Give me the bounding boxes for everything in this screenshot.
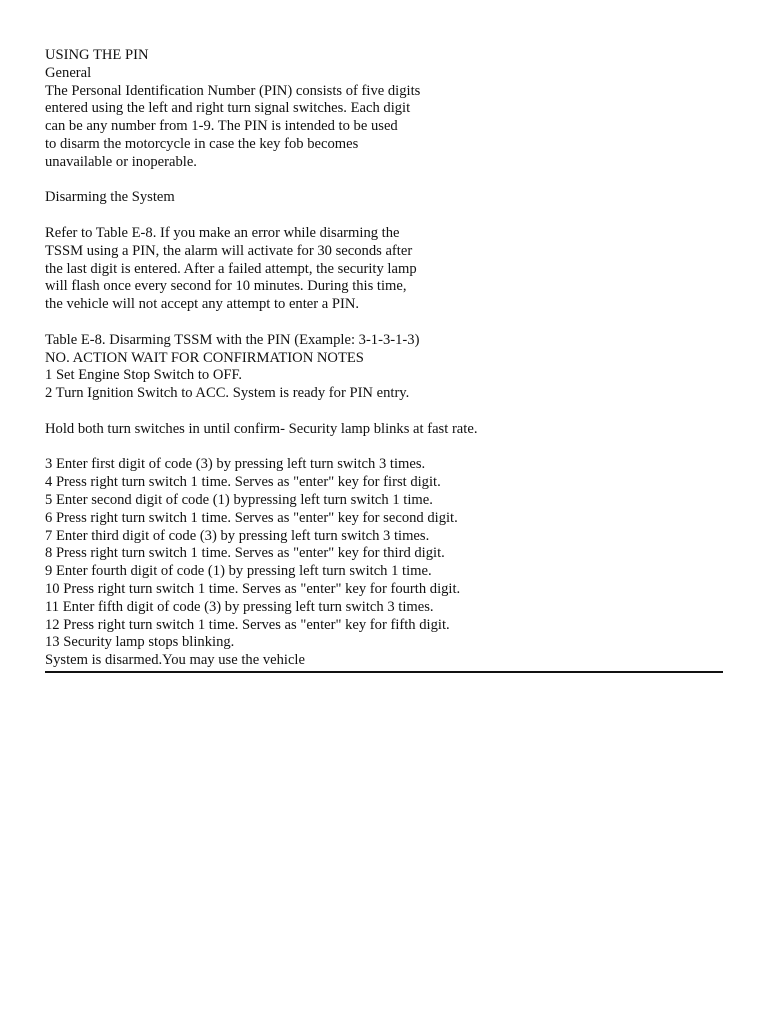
table-step: 11 Enter fifth digit of code (3) by pressing left turn switch 3 times.: [45, 598, 434, 615]
spacer: [45, 403, 723, 421]
table-step: 1 Set Engine Stop Switch to OFF.: [45, 367, 243, 384]
table-step: 8 Press right turn switch 1 time. Serves as "enter" key for third digit.: [45, 545, 445, 562]
table-step: 4 Press right turn switch 1 time. Serves as "enter" key for first digit.: [45, 474, 441, 491]
table-header: NO. ACTION WAIT FOR CONFIRMATION NOTES: [45, 349, 364, 366]
intro-line: The Personal Identification Number (PIN) consists of five digits: [45, 82, 421, 99]
document-title: USING THE PIN: [45, 47, 149, 63]
disarm-paragraph-line: will flash once every second for 10 minutes. During this time,: [45, 278, 407, 295]
table-step: 13 Security lamp stops blinking.: [45, 634, 235, 651]
table-step: 3 Enter first digit of code (3) by pressing left turn switch 3 times.: [45, 456, 426, 473]
table-step: 12 Press right turn switch 1 time. Serves as "enter" key for fifth digit.: [45, 616, 450, 633]
hold-note: Hold both turn switches in until confirm- Security lamp blinks at fast rate.: [45, 420, 478, 437]
spacer: [45, 172, 723, 190]
table-step: 10 Press right turn switch 1 time. Serves as "enter" key for fourth digit.: [45, 580, 461, 597]
intro-line: can be any number from 1-9. The PIN is intended to be used: [45, 118, 398, 135]
closing-line: System is disarmed.You may use the vehicle: [45, 652, 305, 669]
section-heading-general: General: [45, 64, 92, 81]
table-step: 6 Press right turn switch 1 time. Serves as "enter" key for second digit.: [45, 509, 458, 526]
horizontal-rule: [45, 671, 723, 673]
table-step: 2 Turn Ignition Switch to ACC. System is ready for PIN entry.: [45, 385, 410, 402]
table-title: Table E-8. Disarming TSSM with the PIN (Example: 3-1-3-1-3): [45, 331, 420, 348]
table-step: 7 Enter third digit of code (3) by pressing left turn switch 3 times.: [45, 527, 430, 544]
spacer: [45, 207, 723, 225]
disarm-paragraph-line: TSSM using a PIN, the alarm will activate for 30 seconds after: [45, 242, 413, 259]
table-step: 5 Enter second digit of code (1) bypressing left turn switch 1 time.: [45, 491, 433, 508]
intro-line: entered using the left and right turn signal switches. Each digit: [45, 100, 411, 117]
table-step: 9 Enter fourth digit of code (1) by pressing left turn switch 1 time.: [45, 563, 432, 580]
disarm-paragraph-line: the last digit is entered. After a failed attempt, the security lamp: [45, 260, 417, 277]
document-page: [45, 47, 723, 670]
spacer: [45, 314, 723, 332]
disarm-paragraph-line: Refer to Table E-8. If you make an error while disarming the: [45, 224, 400, 241]
spacer: [45, 439, 723, 457]
disarm-paragraph-line: the vehicle will not accept any attempt to enter a PIN.: [45, 296, 360, 313]
intro-line: to disarm the motorcycle in case the key fob becomes: [45, 135, 359, 152]
section-heading-disarming: Disarming the System: [45, 189, 175, 206]
intro-line: unavailable or inoperable.: [45, 153, 197, 170]
